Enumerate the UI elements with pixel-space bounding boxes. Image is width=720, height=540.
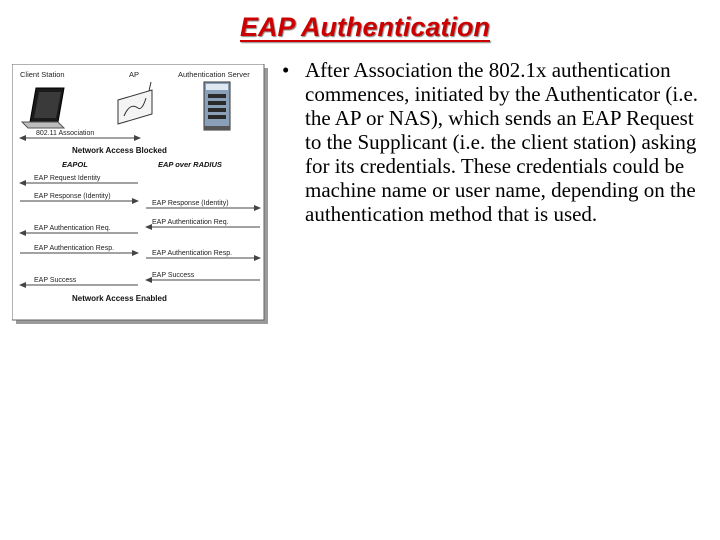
auth-req-right-label: EAP Authentication Req. <box>152 219 229 226</box>
bullet-symbol: • <box>282 58 290 82</box>
req-identity-label: EAP Request Identity <box>34 175 101 182</box>
auth-resp-left-label: EAP Authentication Resp. <box>34 245 115 252</box>
server-icon <box>204 82 230 130</box>
resp-identity-right-label: EAP Response (Identity) <box>152 200 229 207</box>
eap-sequence-diagram <box>12 64 270 326</box>
assoc-label: 802.11 Association <box>36 130 95 137</box>
bullet-text: After Association the 802.1x authentication commences, initiated by the Authenticator (i.e. the AP or NAS), which sends an EAP Request to the Supplicant (i.e. the client station) asking for its credentials. These credentials could be machine name or user name, depending on the authentication method that is used. <box>305 58 699 226</box>
success-left-label: EAP Success <box>34 277 77 284</box>
slide-title: EAP Authentication <box>239 12 490 42</box>
access-blocked-label: Network Access Blocked <box>72 146 167 155</box>
ap-label: AP <box>129 70 140 79</box>
success-right-label: EAP Success <box>152 272 195 279</box>
auth-resp-right-label: EAP Authentication Resp. <box>152 250 233 257</box>
client-station-label: Client Station <box>20 70 65 79</box>
access-enabled-label: Network Access Enabled <box>72 294 167 303</box>
eap-radius-label: EAP over RADIUS <box>158 160 222 169</box>
eapol-label: EAPOL <box>62 160 88 169</box>
auth-req-left-label: EAP Authentication Req. <box>34 225 111 232</box>
auth-server-label: Authentication Server <box>178 70 250 79</box>
resp-identity-left-label: EAP Response (Identity) <box>34 193 111 200</box>
